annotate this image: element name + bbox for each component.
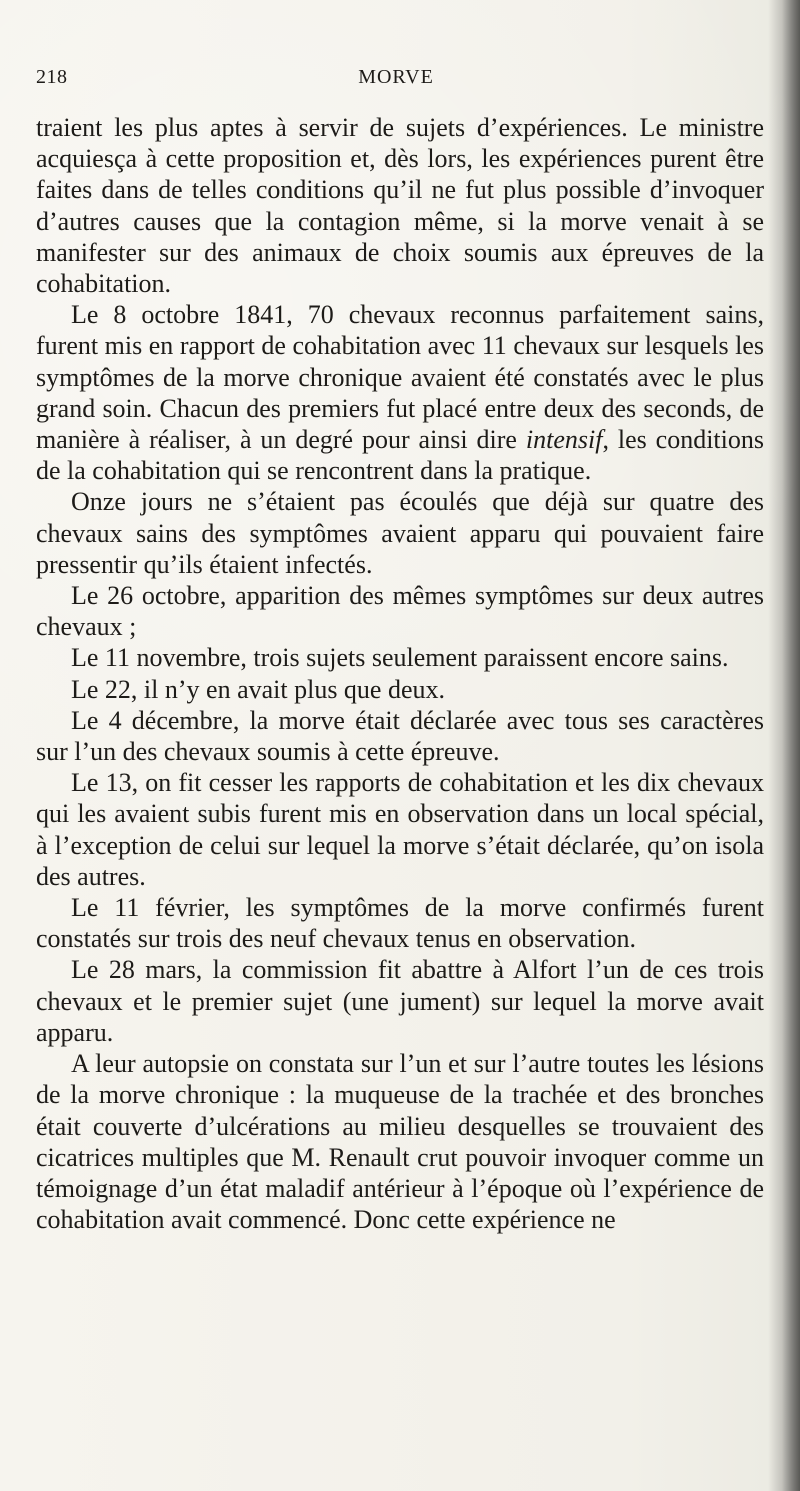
paragraph-4: Le 26 octobre, apparition des mêmes symptômes sur deux autres chevaux ; — [36, 581, 764, 642]
paragraph-9: Le 11 février, les symptômes de la morve confirmés furent constatés sur trois des neuf chevaux tenus en observation. — [36, 893, 764, 954]
paragraph-2 — [36, 299, 764, 486]
paragraph-5: Le 11 novembre, trois sujets seulement paraissent encore sains. — [71, 643, 729, 673]
page-header — [36, 66, 756, 96]
paragraph-11: A leur autopsie on constata sur l’un et sur l’autre toutes les lésions de la morve chronique : la muqueuse de la trachée et des bronches était couverte d’ulcérations au milieu desquelles se trouvaient des cicatrices multiples que M. Renault crut pouvoir invoquer comme un témoignage d’un état maladif antérieur à l’époque où l’expérience de cohabitation avait commencé. Donc cette expérience ne — [36, 1049, 764, 1235]
paragraph-6: Le 22, il n’y en avait plus que deux. — [71, 674, 446, 704]
paragraph-10: Le 28 mars, la commission fit abattre à Alfort l’un de ces trois chevaux et le premier sujet (une jument) sur lequel la morve avait apparu. — [36, 955, 764, 1047]
paragraph-8: Le 13, on fit cesser les rapports de cohabitation et les dix chevaux qui les avaient subis furent mis en observation dans un local spécial, à l’exception de celui sur lequel la morve s’était déclarée, qu’on isola des autres. — [36, 768, 764, 891]
paragraph-3: Onze jours ne s’étaient pas écoulés que déjà sur quatre des chevaux sains des symptômes avaient apparu qui pouvaient faire pressentir qu’ils étaient infectés. — [36, 487, 764, 579]
paragraph-1: traient les plus aptes à servir de sujets d’expériences. Le ministre acquiesça à cette proposition et, dès lors, les expériences purent être faites dans de telles conditions qu’il ne fut plus possible d’invoquer d’autres causes que la contagion même, si la morve venait à se manifester sur des animaux de choix soumis aux épreuves de la cohabitation. — [36, 113, 764, 299]
paragraph-7: Le 4 décembre, la morve était déclarée avec tous ses caractères sur l’un des chevaux soumis à cette épreuve. — [36, 705, 764, 767]
paragraph-2-text-after: , les conditions de la cohabitation qui se rencontrent dans la pratique. — [36, 425, 764, 486]
page-edge-shadow — [782, 0, 800, 1491]
body-text — [36, 112, 764, 1235]
paragraph-2-text-before: Le 8 octobre 1841, 70 chevaux reconnus parfaitement sains, furent mis en rapport de cohabitation avec 11 chevaux sur lesquels les symptômes de la morve chronique avaient été constatés avec le plus grand soin. Chacun des premiers fut placé entre deux des seconds, de manière à réaliser, à un degré pour ainsi dire — [36, 300, 764, 455]
page-number: 218 — [36, 66, 68, 88]
italic-word: intensif — [525, 425, 603, 455]
running-head: MORVE — [358, 66, 434, 88]
